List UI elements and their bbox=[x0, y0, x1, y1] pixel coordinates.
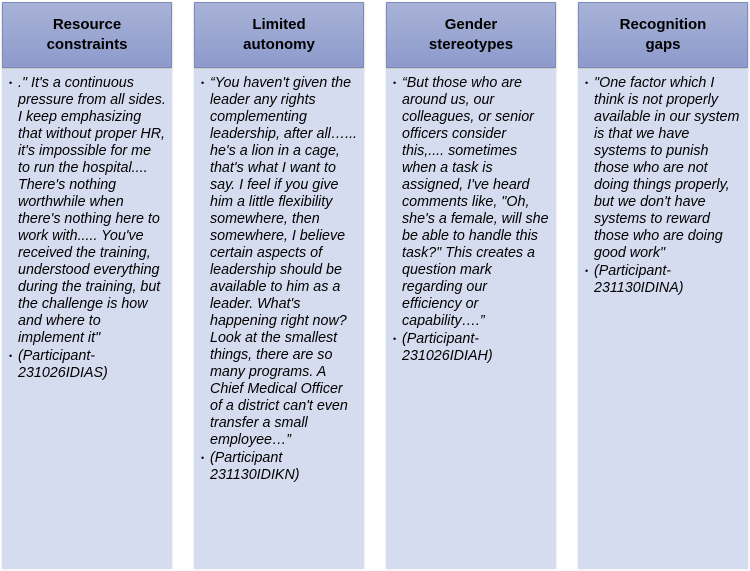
participant-id: • (Participant-231026IDIAH) bbox=[394, 331, 550, 365]
theme-header bbox=[194, 2, 364, 68]
quote-box bbox=[386, 69, 556, 569]
quote-text: • ." It's a continuous pressure from all sides. I keep emphasizing that without proper HR, it's impossible for me to run the hospital.... There's nothing worthwhile when there's nothing here to work with..... You've received the training, understood everything during the training, but the challenge is how and where to implement it" bbox=[10, 75, 166, 347]
quote-text: • “You haven't given the leader any rights complementing leadership, after all…... he's a lion in a cage, that's what I want to say. I feel if you give him a little flexibility somewhere, then somewhere, I believe certain aspects of leadership should be available to him as a leader. What's happening right now? Look at the smallest things, there are so many programs. A Chief Medical Officer of a district can't even transfer a small employee…” bbox=[202, 75, 358, 449]
theme-header bbox=[578, 2, 748, 68]
quote-text: • "One factor which I think is not properly available in our system is that we have systems to punish those who are not doing things properly, but we don't have systems to reward those who are doing good work" bbox=[586, 75, 742, 262]
theme-title: Limited autonomy bbox=[243, 16, 315, 53]
theme-title: Gender stereotypes bbox=[428, 16, 514, 53]
quote-box bbox=[194, 69, 364, 569]
theme-header bbox=[2, 2, 172, 68]
theme-column-recognition-gaps bbox=[578, 0, 750, 571]
theme-column-limited-autonomy bbox=[194, 0, 366, 571]
quote-box bbox=[2, 69, 172, 569]
theme-title: Resource constraints bbox=[46, 16, 128, 53]
theme-title: Recognition gaps bbox=[619, 16, 707, 53]
participant-id: • (Participant 231130IDIKN) bbox=[202, 450, 358, 484]
theme-header bbox=[386, 2, 556, 68]
quote-text: • “But those who are around us, our colleagues, or senior officers consider this,.... sometimes when a task is assigned, I've heard comments like, "Oh, she's a female, will she be able to handle this task?" This creates a question mark regarding our efficiency or capability….” bbox=[394, 75, 550, 330]
theme-column-gender-stereotypes bbox=[386, 0, 558, 571]
theme-column-resource-constraints bbox=[2, 0, 174, 571]
participant-id: • (Participant-231026IDIAS) bbox=[10, 348, 166, 382]
quote-box bbox=[578, 69, 748, 569]
participant-id: • (Participant-231130IDINA) bbox=[586, 263, 742, 297]
